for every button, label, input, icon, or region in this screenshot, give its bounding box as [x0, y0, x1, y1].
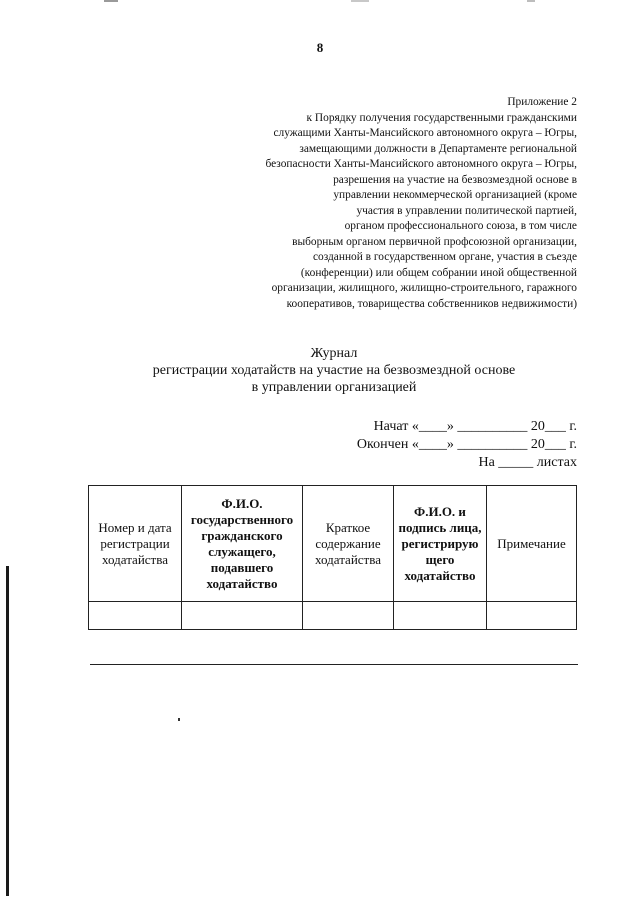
sheets-count-field: На _____ листах [478, 455, 577, 470]
appendix-line: органом профессионального союза, в том числе [344, 220, 577, 232]
journal-meta [277, 418, 577, 472]
table-cell [89, 602, 182, 630]
appendix-line: безопасности Ханты-Мансийского автономного округа – Югры, [265, 158, 577, 170]
column-header: Ф.И.О. и подпись лица, регистрирую щего ходатайство [394, 486, 487, 602]
finished-date-field: Окончен «____» __________ 20___ г. [356, 437, 577, 452]
scan-artifact [527, 0, 535, 2]
journal-subtitle: в управлении организацией [251, 380, 417, 395]
journal-title: Журнал [310, 346, 358, 361]
registration-table [88, 485, 577, 630]
scan-artifact [178, 718, 180, 721]
table-cell [303, 602, 394, 630]
scan-binding-edge [6, 566, 9, 896]
column-header: Краткое содержание ходатайства [303, 486, 394, 602]
appendix-header [177, 95, 577, 312]
appendix-line: к Порядку получения государственными гражданскими [306, 111, 577, 124]
appendix-line: (конференции) или общем собрании иной общественной [300, 266, 577, 279]
table-cell [487, 602, 577, 630]
scan-artifact [351, 0, 369, 2]
journal-subtitle: регистрации ходатайств на участие на безвозмездной основе [152, 363, 516, 378]
started-date-field: Начат «____» __________ 20___ г. [373, 419, 577, 434]
appendix-line: замещающими должности в Департаменте региональной [299, 142, 577, 155]
page-number: 8 [316, 40, 324, 55]
table-header-row [89, 486, 577, 602]
appendix-line: управлении некоммерческой организацией (кроме [333, 189, 577, 201]
appendix-line: участия в управлении политической партией, [356, 204, 577, 217]
column-header: Ф.И.О. государственного гражданского служащего, подавшего ходатайство [182, 486, 303, 602]
divider [90, 664, 578, 665]
appendix-line: кооперативов, товарищества собственников недвижимости) [286, 297, 577, 310]
table-row [89, 602, 577, 630]
table-cell [394, 602, 487, 630]
table-cell [182, 602, 303, 630]
appendix-line: Приложение 2 [507, 96, 577, 108]
scan-artifact [104, 0, 118, 2]
appendix-line: разрешения на участие на безвозмездной основе в [333, 173, 577, 186]
appendix-line: выборным органом первичной профсоюзной организации, [292, 235, 577, 248]
column-header: Номер и дата регистрации ходатайства [89, 486, 182, 602]
appendix-line: созданной в государственном органе, участия в съезде [312, 251, 577, 263]
journal-title-block [120, 345, 548, 396]
appendix-line: служащими Ханты-Мансийского автономного округа – Югры, [273, 127, 577, 139]
column-header: Примечание [487, 486, 577, 602]
appendix-line: организации, жилищного, жилищно-строительного, гаражного [271, 282, 577, 294]
